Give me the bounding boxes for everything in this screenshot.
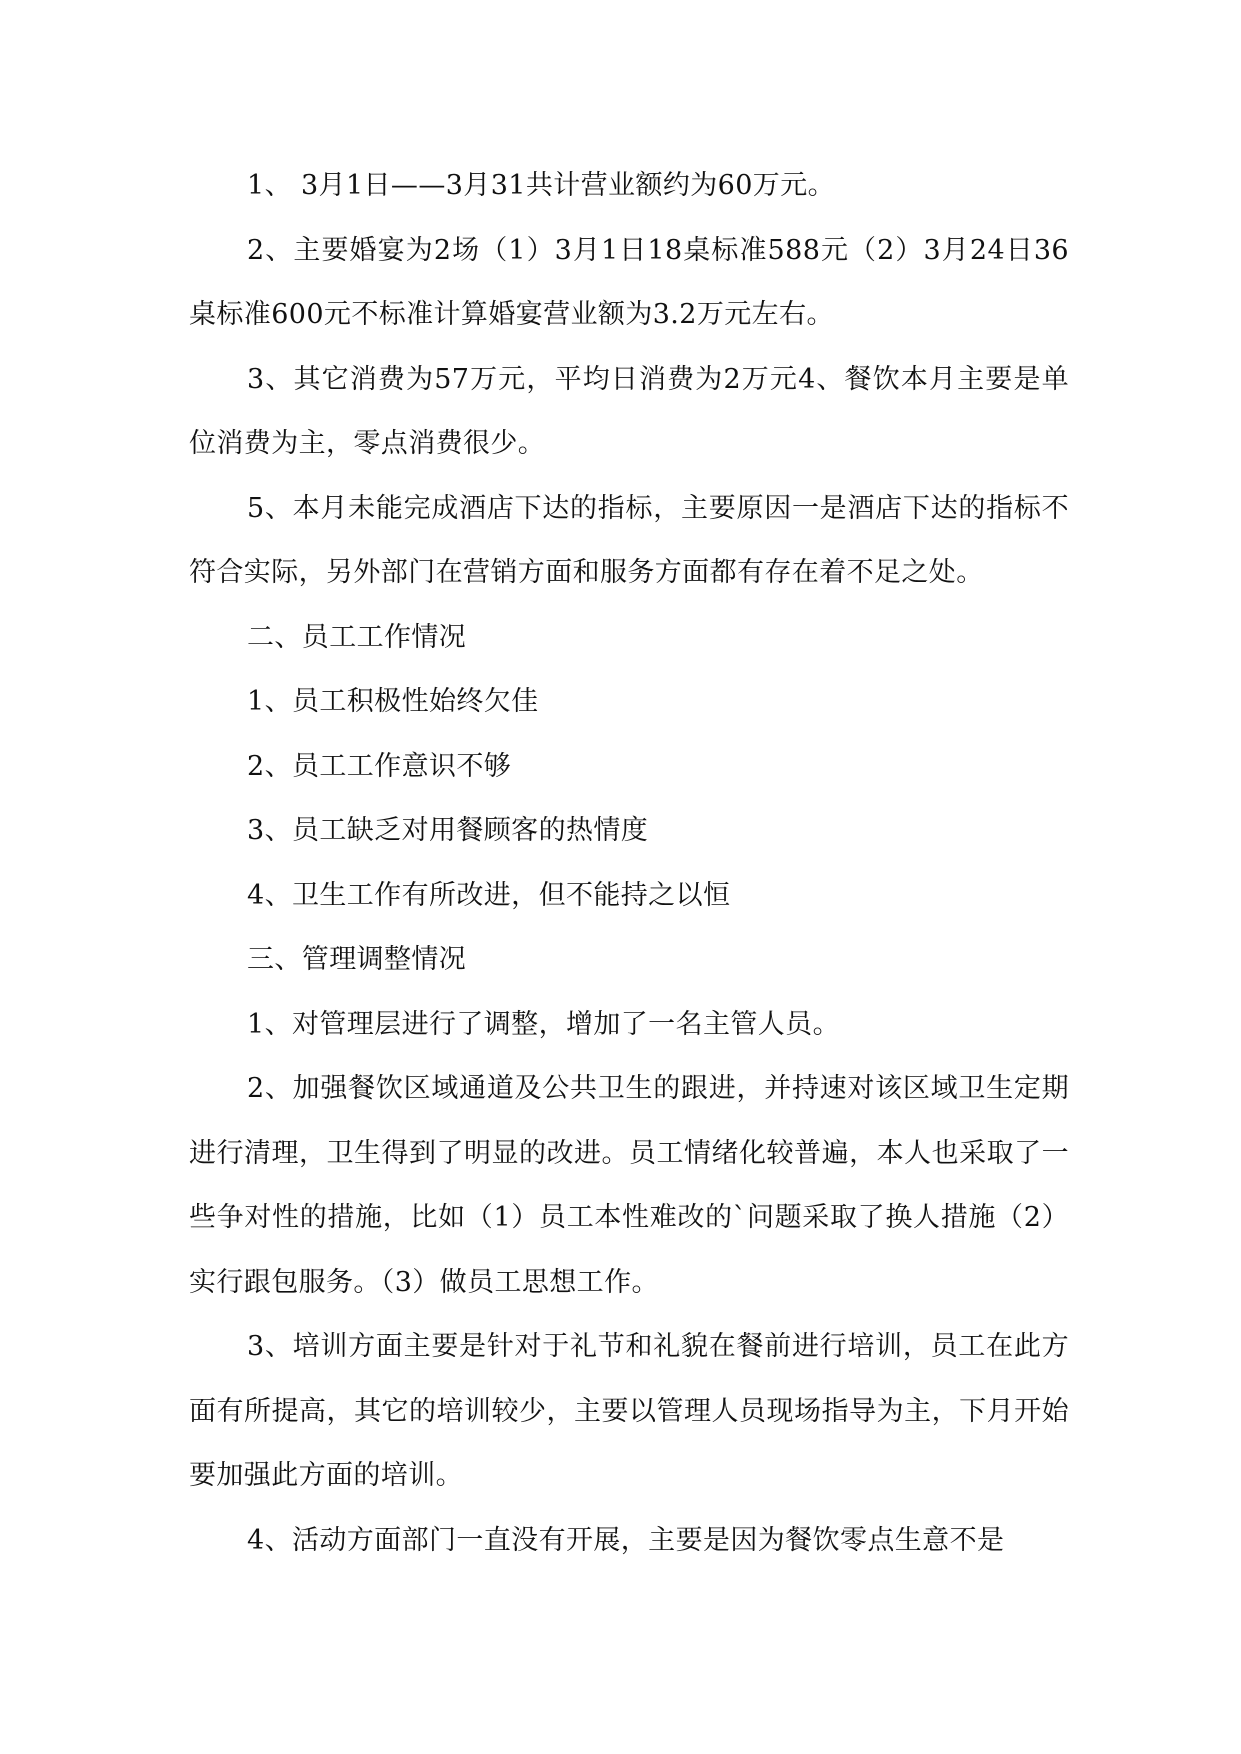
paragraph-target-not-met: 5、本月未能完成酒店下达的指标，主要原因一是酒店下达的指标不符合实际，另外部门在营销方面和服务方面都有存在着不足之处。 <box>189 492 1069 588</box>
section-heading-management: 三、管理调整情况 <box>247 944 467 975</box>
paragraph-other-consumption: 3、其它消费为57万元，平均日消费为2万元4、餐饮本月主要是单位消费为主，零点消费很少。 <box>189 363 1069 459</box>
section-heading-staff: 二、员工工作情况 <box>247 621 467 653</box>
paragraph-management-1: 1、对管理层进行了调整，增加了一名主管人员。 <box>247 1008 840 1040</box>
paragraph-wedding-banquets: 2、主要婚宴为2场（1）3月1日18桌标准588元（2）3月24日36桌标准600元不标准计算婚宴营业额为3.2万元左右。 <box>189 234 1069 330</box>
paragraph-revenue-total: 1、 3月1日——3月31共计营业额约为60万元。 <box>247 170 836 201</box>
paragraph-staff-3: 3、员工缺乏对用餐顾客的热情度 <box>247 815 649 846</box>
document-body <box>189 154 1069 1573</box>
paragraph-staff-1: 1、员工积极性始终欠佳 <box>247 686 539 717</box>
paragraph-staff-4: 4、卫生工作有所改进，但不能持之以恒 <box>247 879 731 911</box>
paragraph-management-2: 2、加强餐饮区域通道及公共卫生的跟进，并持速对该区域卫生定期进行清理，卫生得到了明显的改进。员工情绪化较普遍，本人也采取了一些争对性的措施，比如（1）员工本性难改的`问题采取了换人措施（2）实行跟包服务。（3）做员工思想工作。 <box>189 1073 1069 1298</box>
paragraph-management-3: 3、培训方面主要是针对于礼节和礼貌在餐前进行培训，员工在此方面有所提高，其它的培训较少，主要以管理人员现场指导为主，下月开始要加强此方面的培训。 <box>189 1331 1069 1491</box>
paragraph-management-4: 4、活动方面部门一直没有开展，主要是因为餐饮零点生意不是 <box>247 1524 1005 1556</box>
paragraph-staff-2: 2、员工工作意识不够 <box>247 750 512 782</box>
